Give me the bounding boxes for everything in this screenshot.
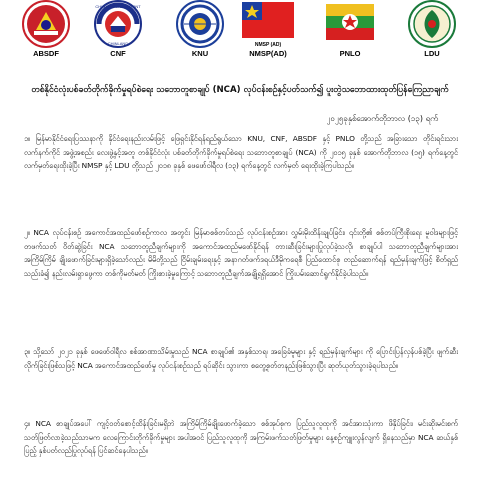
knu-logo [172,0,228,58]
statement-date: ၂၀၂၅ခုနှစ်အောက်တိုဘာလ (၁၃) ရက် [326,114,438,123]
knu-caption: KNU [191,49,209,58]
nmsp-logo [238,0,298,58]
cnf-logo [90,0,146,58]
cnf-bottom-text: CHINLAND [107,41,129,46]
cnf-caption: CNF [110,49,126,58]
paragraph-4: ၄။ NCA စာချုပ်အပေါ် ကျင့်ဝတ်စောင့်ထိန်းခြင်းမရှိဘဲ အကြိမ်ကြိမ်ချိုးဖောက်ခဲ့သော စစ်အုပ်စုက ပြည်သူလူထုကို အင်အားသုံးကာ ဖိနှိပ်ခြင်း၊ မင်းဆိုးမင်းစက်သတ်ဖြတ်လာခဲ့သည်သာမက လေကြောင်းတိုက်ခိုက်မှုများ အပါအဝင် ပြည်သူလူထုကို အကြမ်းဖက်သတ်ဖြတ်မှုများ နေ့စဉ်ကျူးလွန်လျက် ရှိနေသည်မှာ NCA ဆယ်နှစ်ပြည့် နှစ်ပတ်လည်ပြုလုပ်ရန် ပြင်ဆင်နေပါသည်။ [24,419,458,455]
absdf-caption: ABSDF [33,49,59,58]
statement-title: တစ်နိုင်ငံလုံးပစ်ခတ်တိုက်ခိုက်မှုရပ်စဲရေး သဘောတူစာချုပ် (NCA) လုပ်ငန်းစဉ်နှင့်ပတ်သက်၍ ပူးတွဲသဘောထားထုတ်ပြန်ကြေညာချက် [31,85,449,95]
nmsp-flag-icon [240,0,296,48]
logo-row [0,0,480,68]
pnlo-logo [322,0,378,58]
absdf-emblem-icon [22,0,70,48]
nmsp-caption: NMSP(AD) [249,49,287,58]
pnlo-flag-icon [324,0,376,48]
ldu-emblem-icon [408,0,456,48]
paragraph-3: ၃။ သို့သော် ၂၀၂၁ ခုနှစ် ဖေဖော်ဝါရီလ စစ်အာဏာသိမ်းမှုသည် NCA စာချုပ်၏ အနှစ်သာရ၊ အခြေခံမူများ နှင့် ရည်မှန်းချက်များ ကို ပြောင်းပြန်လှန်ပစ်ခဲ့ပြီး ဖျက်ဆီးလိုက်ခြင်းဖြစ်သဖြင့် NCA အကောင်အထည်ဖော်မှု လုပ်ငန်းစဉ်သည် ရပ်ဆိုင်း သွားကာ စတွေ့စုတ်တနည်းဖြစ်သွားပြီး ဆုတ်ယုတ်သွားခဲ့ရပါသည်။ [24,347,458,370]
nmsp-flag-text: NMSP (AD) [254,42,282,48]
ldu-caption: LDU [424,49,440,58]
cnf-emblem-icon [93,0,143,48]
paragraph-2: ၂။ NCA လုပ်ငန်းစဉ် အကောင်အထည်ဖော်စဉ်ကာလ အတွင်း မြန်မာစစ်တပ်သည် လုပ်ငန်းစဉ်အား လွှမ်းမိုးထိန်းချုပ်ခြင်း၊ ၎င်းတို့၏ စစ်တပ်ကြီးစိုးရေး မူဝါဒများဖြင့် တဖက်သတ် ဝိတ်ဆွဲခြင်း NCA သဘောတူညီချက်များကို အကောင်အထည်မဖော်နိုင်ရန် တားဆီးခြင်းများပြုလုပ်ခဲ့သလို၊ စာချုပ်ပါ သဘောတူညီချက်များအား အကြိမ်ကြိမ် ချိုးဖောက်ခြင်းများရှိခဲ့သော်လည်း မိမိတို့သည် ငြိမ်းချမ်းရေးနှင့် အနာဂတ်ဖက်ဒရယ်ဒီမိုကရေစီ ပြည်ထောင်စု တည်ဆောက်ရန် ရည်မှန်းချက်ဖြင့် စိတ်ရှည်သည်းခံ၍ နည်းလမ်းရှာဖွေကာ တစ်ကိုမတ်မတ် ကြိုးစားခဲ့မှုကြောင့် သဘောတူညီချက်အချို့ရရှိအောင် ကြိုးပမ်းဆောင်ရွက်နိုင်ခဲ့ပါသည်။ [24,228,458,278]
absdf-logo [18,0,74,58]
pnlo-caption: PNLO [339,49,361,58]
ldu-logo [404,0,460,58]
cnf-top-text: CHIN NATIONAL FRONT [95,4,141,9]
knu-emblem-icon [176,0,224,48]
paragraph-1: ၁။ မြန်မာနိုင်ငံရေးပြဿနာကို နိုင်ငံရေးနည်းလမ်းဖြင့် ဖြေရှင်းနိုင်ရန်ရည်ရွယ်သော KNU, CNF, ABSDF နှင့် PNLO တို့သည် အခြားသော တိုင်းရင်းသားလက်နက်ကိုင် အဖွဲ့အစည်း လေးဖွဲ့နှင့်အတူ တစ်နိုင်ငံလုံး ပစ်ခတ်တိုက်ခိုက်မှုရပ်စဲရေး သဘောတူစာချုပ် (NCA) ကို ၂၀၁၅ ခုနှစ် အောက်တိုဘာလ (၁၅) ရက်နေ့တွင် လက်မှတ်ရေးထိုးခဲ့ပြီး NMSP နှင့် LDU တို့သည် ၂၀၁၈ ခုနှစ် ဖေဖော်ဝါရီလ (၁၃) ရက်နေ့တွင် လက်မှတ် ရေးထိုးခဲ့ကြပါသည်။ [24,134,458,170]
